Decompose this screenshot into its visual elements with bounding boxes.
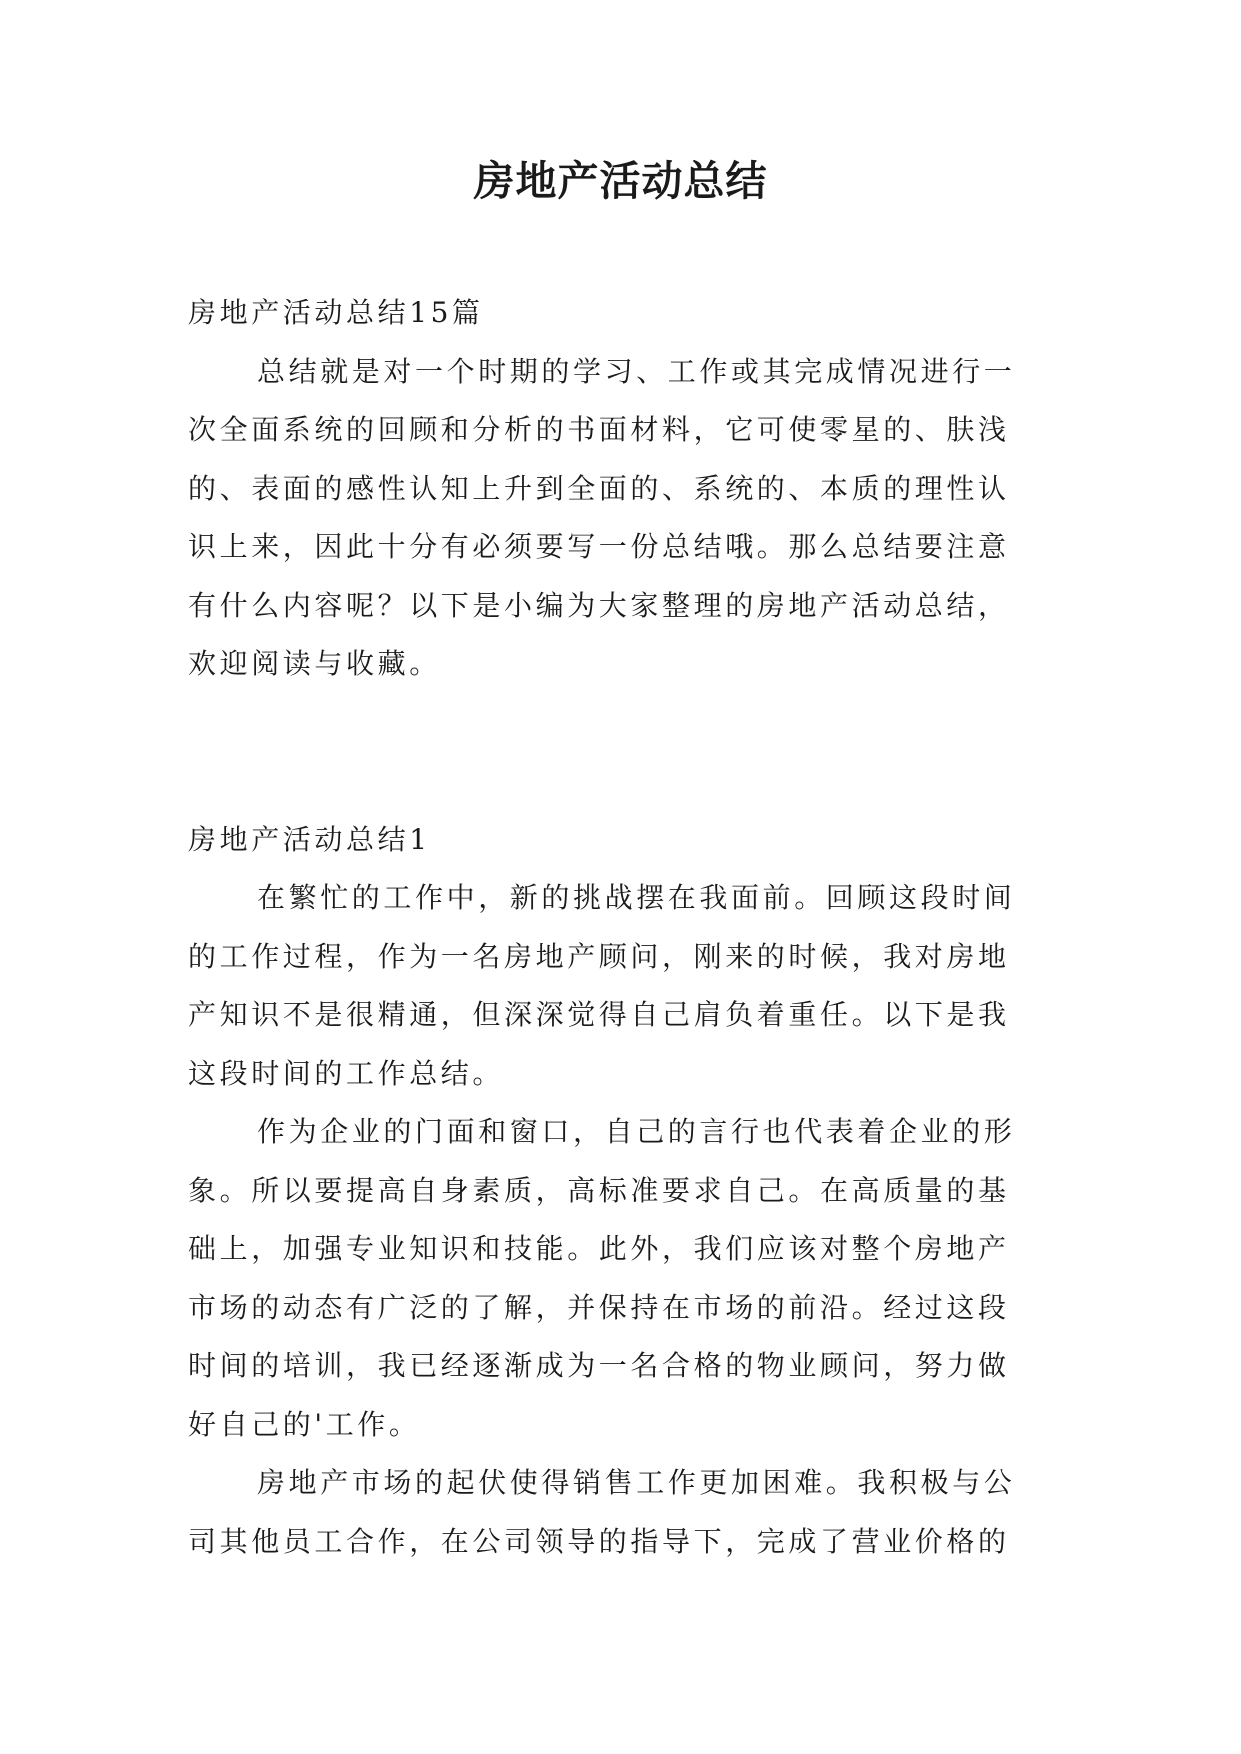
paragraph-line: 识上来，因此十分有必须要写一份总结哦。那么总结要注意 [188,530,1010,563]
section-paragraph-3 [188,1454,1058,1571]
paragraph-line: 市场的动态有广泛的了解，并保持在市场的前沿。经过这段 [188,1290,1010,1324]
section-heading: 房地产活动总结1 [188,822,431,856]
document-title: 房地产活动总结 [473,157,768,205]
paragraph-line: 的工作过程，作为一名房地产顾问，刚来的时候，我对房地 [188,939,1010,973]
paragraph-line: 时间的培训，我已经逐渐成为一名合格的物业顾问，努力做 [188,1349,1010,1382]
intro-paragraph [188,343,1058,694]
paragraph-line: 作为企业的门面和窗口，自己的言行也代表着企业的形 [257,1115,1016,1148]
paragraph-line: 在繁忙的工作中，新的挑战摆在我面前。回顾这段时间 [257,881,1016,914]
paragraph-line: 产知识不是很精通，但深深觉得自己肩负着重任。以下是我 [188,998,1010,1031]
paragraph-line: 象。所以要提高自身素质，高标准要求自己。在高质量的基 [188,1173,1010,1207]
paragraph-line: 础上，加强专业知识和技能。此外，我们应该对整个房地产 [188,1232,1010,1265]
document-body [188,284,1058,1571]
paragraph-line: 的、表面的感性认知上升到全面的、系统的、本质的理性认 [188,471,1010,505]
paragraph-line: 有什么内容呢？以下是小编为大家整理的房地产活动总结， [188,588,1010,622]
paragraph-line: 这段时间的工作总结。 [188,1056,505,1090]
paragraph-line: 欢迎阅读与收藏。 [188,647,441,680]
section-paragraph-1 [188,869,1058,1103]
section-paragraph-2 [188,1103,1058,1454]
paragraph-line: 总结就是对一个时期的学习、工作或其完成情况进行一 [257,354,1016,388]
paragraph-line: 好自己的'工作。 [188,1407,421,1441]
paragraph-line: 次全面系统的回顾和分析的书面材料，它可使零星的、肤浅 [188,413,1010,446]
paragraph-line: 房地产市场的起伏使得销售工作更加困难。我积极与公 [257,1466,1016,1499]
section-spacer [188,694,1058,811]
intro-heading: 房地产活动总结15篇 [188,296,484,329]
paragraph-line: 司其他员工合作，在公司领导的指导下，完成了营业价格的 [188,1524,1010,1558]
